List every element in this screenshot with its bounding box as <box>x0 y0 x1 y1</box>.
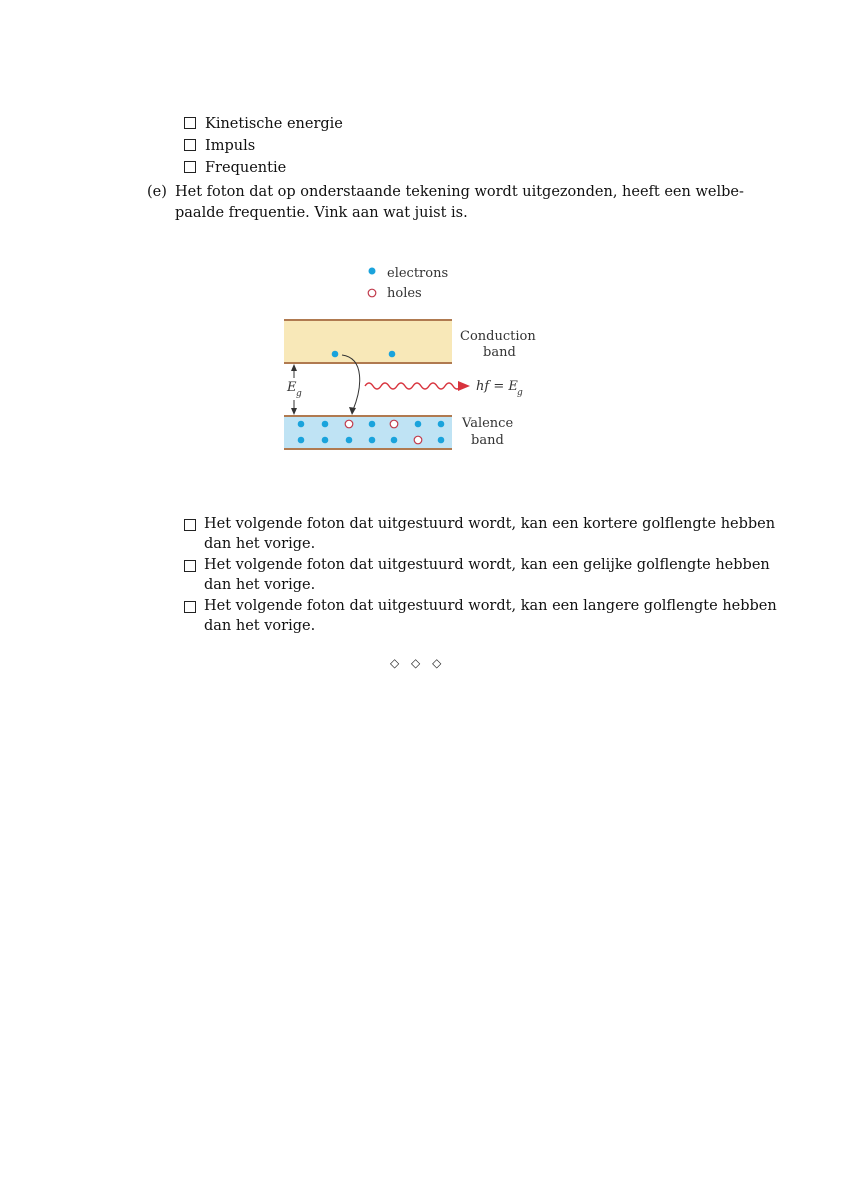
section-separator: ◇ ◇ ◇ <box>390 656 446 670</box>
option-label: Frequentie <box>205 160 287 176</box>
gap-arrow-head-up <box>291 364 297 371</box>
option-text-line-2: dan het vorige. <box>204 536 316 552</box>
valence-hole <box>345 420 353 428</box>
conduction-label-band: band <box>483 345 516 360</box>
valence-label: Valence <box>462 416 514 431</box>
question-text-line-2: paalde frequentie. Vink aan wat juist is. <box>175 205 468 221</box>
valence-band <box>284 416 452 448</box>
option-label: Kinetische energie <box>205 116 343 132</box>
valence-electron <box>369 437 376 444</box>
photon-arrow-head <box>458 381 470 391</box>
valence-electron <box>415 421 422 428</box>
legend-hole-marker <box>368 289 376 297</box>
option-momentum[interactable] <box>184 136 255 156</box>
gap-energy-label: E <box>287 380 297 395</box>
checkbox[interactable] <box>184 161 196 173</box>
valence-electron <box>438 421 445 428</box>
conduction-label: Conduction <box>460 329 536 344</box>
band-gap-diagram <box>270 258 560 458</box>
valence-electron <box>391 437 398 444</box>
checkbox[interactable] <box>184 560 196 572</box>
valence-hole <box>390 420 398 428</box>
checkbox[interactable] <box>184 117 196 129</box>
valence-label-band: band <box>471 433 504 448</box>
legend-electron-marker <box>369 268 376 275</box>
option-label: Impuls <box>205 138 256 154</box>
question-label: (e) <box>147 184 167 200</box>
valence-electron <box>346 437 353 444</box>
option-text-line-1: Het volgende foton dat uitgestuurd wordt, kan een kortere golflengte hebben <box>204 516 776 532</box>
photon-energy-label: hf = E <box>476 379 518 394</box>
option-text-line-2: dan het vorige. <box>204 618 316 634</box>
valence-electron <box>298 421 305 428</box>
option-text-line-2: dan het vorige. <box>204 577 316 593</box>
checkbox[interactable] <box>184 519 196 531</box>
checkbox[interactable] <box>184 139 196 151</box>
gap-energy-subscript: g <box>296 389 302 399</box>
valence-electron <box>322 437 329 444</box>
valence-hole <box>414 436 422 444</box>
valence-electron <box>369 421 376 428</box>
valence-electron <box>438 437 445 444</box>
gap-arrow-head-down <box>291 408 297 415</box>
checkbox[interactable] <box>184 601 196 613</box>
option-kinetic-energy[interactable] <box>184 114 343 134</box>
conduction-electron <box>389 351 396 358</box>
question-text-line-1: Het foton dat op onderstaande tekening wordt uitgezonden, heeft een welbe- <box>175 184 744 200</box>
option-frequency[interactable] <box>184 158 286 178</box>
valence-electron <box>322 421 329 428</box>
valence-electron <box>298 437 305 444</box>
option-text-line-1: Het volgende foton dat uitgestuurd wordt, kan een gelijke golflengte hebben <box>204 557 770 573</box>
conduction-band <box>284 320 452 363</box>
option-text-line-1: Het volgende foton dat uitgestuurd wordt, kan een langere golflengte hebben <box>204 598 777 614</box>
transition-arrow-head <box>349 407 356 415</box>
photon-energy-subscript: g <box>517 388 523 398</box>
conduction-electron <box>332 351 339 358</box>
legend-electrons-label: electrons <box>387 266 449 281</box>
photon-wave <box>365 383 461 389</box>
legend-holes-label: holes <box>387 286 422 301</box>
